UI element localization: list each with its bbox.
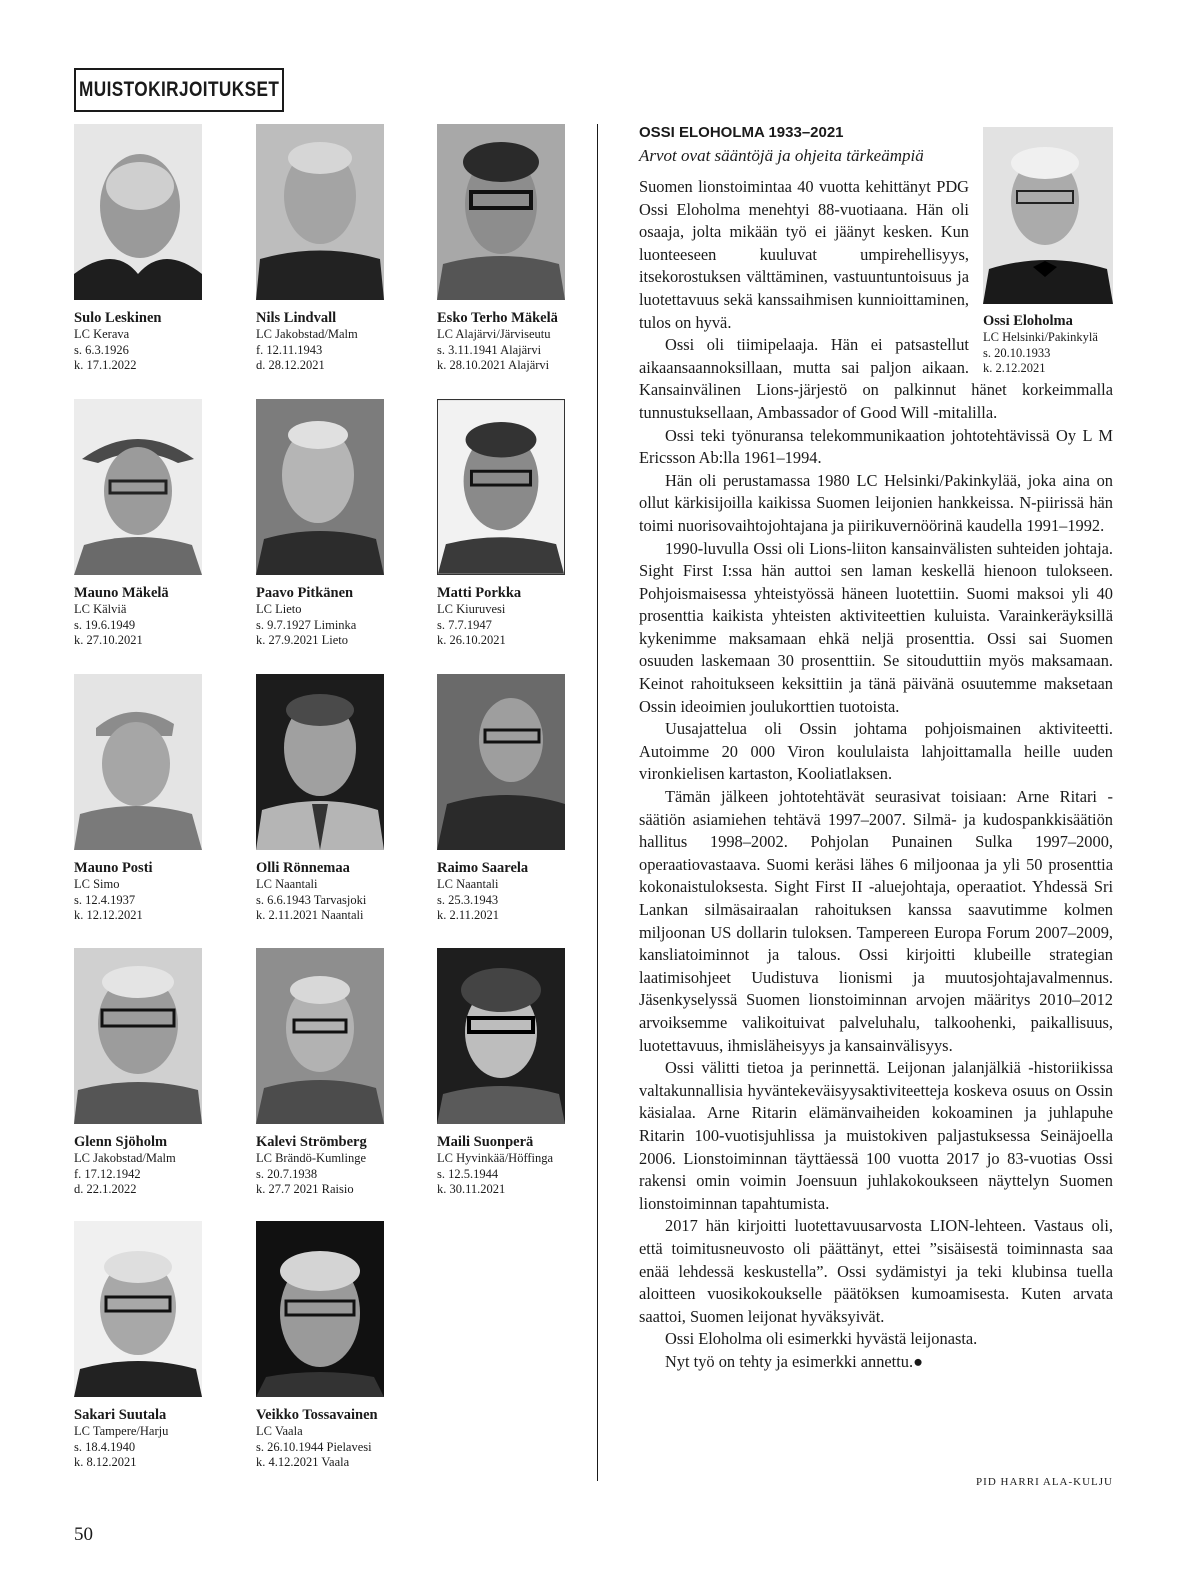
caption-club: LC Helsinki/Pakinkylä <box>983 330 1098 344</box>
person-name: Sakari Suutala <box>74 1407 167 1423</box>
person-born: f. 17.12.1942 <box>74 1166 141 1181</box>
person-born: s. 6.6.1943 Tarvasjoki <box>256 892 367 907</box>
article-paragraph: Tämän jälkeen johtotehtävät seurasivat toisiaan: Arne Ritari -säätiön asiamiehen tehtävä 1997–2007. Silmä- ja kudospankkisäätiön hallitus 1998–2002. Pohjolan Punainen Sulka 1997–2000, operaatiovastaava. Suomi keräsi lähes 6 miljoonaa ja yli 50 prosenttia kokonaistuloksesta. Sight First II -aluejohtaja, operaatiot. Yhdessä Sri Lankan silmäsairaalan rahoituksen kanssa saavutimme kolmen miljoonan US dollarin tuloksen. Tampereen Europa Forum 2007–2009, kansliatoiminnot ja talous. Ossi kirjoitti klubeille strategian laatimisohjeet Uudistuva lionismi ja muutosjohtajavalmennus. Jäsenkyselyssä Suomen lionstoiminnan arvojen määritys 2010–2012 arvoiksemme valikoituivat palveluhalu, talkoohenki, paikallisuus, luotettavuus, ihmisläheisyys ja kansainvälisyys. <box>639 787 1113 1055</box>
article-paragraph: Ossi Eloholma oli esimerkki hyvästä leijonasta. <box>665 1329 978 1349</box>
person-died: k. 30.11.2021 <box>437 1182 506 1196</box>
portrait-photo <box>256 674 384 850</box>
section-label: MUISTOKIRJOITUKSET <box>74 68 284 112</box>
person-card <box>256 399 416 649</box>
person-born: s. 6.3.1926 <box>74 342 129 357</box>
person-name: Olli Rönnemaa <box>256 860 350 876</box>
person-club: LC Kälviä <box>74 602 127 616</box>
person-card <box>74 124 234 374</box>
person-died: k. 8.12.2021 <box>74 1455 137 1469</box>
article-paragraph: Hän oli perustamassa 1980 LC Helsinki/Pakinkylää, joka aina on ollut kärkisijoilla kaikissa Suomen leijonien hankkeissa. N-piirissä hän toimi nuorisovaihtojohtajana ja piirikuvernöörinä kaudella 1991–1992. <box>639 470 1113 535</box>
person-born: s. 3.11.1941 Alajärvi <box>437 342 542 357</box>
person-card <box>437 948 597 1198</box>
person-card <box>437 124 597 374</box>
portrait-photo <box>256 399 384 575</box>
person-name: Sulo Leskinen <box>74 310 162 326</box>
person-born: f. 12.11.1943 <box>256 342 323 357</box>
person-club: LC Kerava <box>74 327 130 341</box>
person-club: LC Naantali <box>437 877 499 891</box>
person-died: k. 4.12.2021 Vaala <box>256 1455 350 1469</box>
person-club: LC Simo <box>74 877 120 891</box>
person-died: k. 27.10.2021 <box>74 633 143 647</box>
caption-died: k. 2.12.2021 <box>983 361 1046 375</box>
person-name: Glenn Sjöholm <box>74 1134 168 1150</box>
person-card <box>256 948 416 1198</box>
portrait-photo <box>74 399 202 575</box>
article-paragraph: Ossi teki työnuransa telekommunikaation johtotehtävissä Oy L M Ericsson Ab:lla 1961–1994. <box>639 425 1113 468</box>
person-name: Mauno Posti <box>74 860 153 876</box>
person-club: LC Lieto <box>256 602 302 616</box>
person-card <box>74 674 234 924</box>
person-card <box>256 124 416 374</box>
person-card <box>74 399 234 649</box>
article-paragraph: Suomen lionstoimintaa 40 vuotta kehittänyt PDG Ossi Eloholma menehtyi 88-vuotiaana. Hän oli osaaja, jolta mikään työ ei jäänyt kesken. Kun luonteeseen kuuluvat umpirehellisyys, itsekorostuksen välttäminen, vastuuntuntoisuus ja luotettavuus sekä kanssaihmisen kunnioittaminen, tulos on hyvä. <box>639 177 969 332</box>
person-club: LC Hyvinkää/Höffinga <box>437 1151 554 1165</box>
person-name: Kalevi Strömberg <box>256 1134 367 1150</box>
person-name: Esko Terho Mäkelä <box>437 310 558 326</box>
person-died: k. 26.10.2021 <box>437 633 506 647</box>
article-paragraph: Ossi oli tiimipelaaja. Hän ei patsastellut aikaansaannoksillaan, mutta sai paljon aikaan. Kansainvälinen Lions-järjestö on palkinnut hänet korkeimmalla tunnustuksellaan, Ambassador of Good Will -mitalilla. <box>639 335 1113 422</box>
article-paragraph: Nyt työ on tehty ja esimerkki annettu.● <box>665 1351 923 1371</box>
person-name: Mauno Mäkelä <box>74 585 169 601</box>
article-byline: PID HARRI ALA-KULJU <box>976 1476 1113 1488</box>
person-born: s. 20.7.1938 <box>256 1166 318 1181</box>
person-name: Maili Suonperä <box>437 1134 534 1150</box>
portrait-photo <box>256 124 384 300</box>
text-wrap-spacer <box>969 334 1113 378</box>
person-name: Veikko Tossavainen <box>256 1407 378 1423</box>
person-name: Paavo Pitkänen <box>256 585 354 601</box>
person-card <box>256 674 416 924</box>
person-club: LC Tampere/Harju <box>74 1424 169 1438</box>
person-card <box>74 948 234 1198</box>
person-name: Raimo Saarela <box>437 860 529 876</box>
caption-born: s. 20.10.1933 <box>983 345 1051 360</box>
article-subtitle: Arvot ovat sääntöjä ja ohjeita tärkeämpiä <box>639 146 924 165</box>
person-born: s. 19.6.1949 <box>74 617 136 632</box>
person-club: LC Kiuruvesi <box>437 602 506 616</box>
person-club: LC Brändö-Kumlinge <box>256 1151 367 1165</box>
portrait-photo <box>74 674 202 850</box>
person-club: LC Naantali <box>256 877 318 891</box>
person-died: d. 28.12.2021 <box>256 358 325 372</box>
portrait-photo <box>437 948 565 1124</box>
portrait-photo <box>74 1221 202 1397</box>
person-died: k. 27.9.2021 Lieto <box>256 633 349 647</box>
person-died: k. 17.1.2022 <box>74 358 137 372</box>
person-born: s. 18.4.1940 <box>74 1439 136 1454</box>
article-title: OSSI ELOHOLMA 1933–2021 <box>639 124 844 141</box>
person-died: k. 28.10.2021 Alajärvi <box>437 358 550 372</box>
article-body <box>639 176 1113 1373</box>
article-paragraph: 1990-luvulla Ossi oli Lions-liiton kansainvälisten suhteiden johtaja. Sight First I:ssa hän auttoi sen laman keskellä hienoon tulokseen. Pohjoismaisessa yhteistyössä häneen luotettiin. Suomi maksoi yli 40 prosenttia kaikista yhteisten aktiviteettien kuluista. Varainkeräyksillä kykenimme maksamaan ehkä neljä prosenttia. Ossi sai Suomen osuuden laskemaan 30 prosenttiin. Se sitouduttiin myös maksamaan. Keinot rahoitukseen keksittiin ja tänä päivänä osuutemme maksetaan Ossin ideoimien joulukorttien tuotoista. <box>639 538 1113 716</box>
person-card <box>437 399 597 649</box>
person-card <box>74 1221 234 1471</box>
article-paragraph: Uusajattelua oli Ossin johtama pohjoismainen aktiviteetti. Autoimme 20 000 Viron koululaista lahjoittamalla heille uuden vironkielisen kartaston, Kooliatlaksen. <box>639 719 1113 784</box>
person-born: s. 26.10.1944 Pielavesi <box>256 1439 372 1454</box>
person-club: LC Jakobstad/Malm <box>256 327 358 341</box>
person-name: Nils Lindvall <box>256 310 337 326</box>
portrait-photo <box>437 124 565 300</box>
portrait-photo <box>256 1221 384 1397</box>
obituary-grid <box>74 124 574 1494</box>
article-paragraph: Ossi välitti tietoa ja perinnettä. Leijonan jalanjälkiä -historiikissa valtakunnallisia hyväntekeväisyysaktiviteetteja koskeva osuus on Ossin käsialaa. Arne Ritarin elämänvaiheiden kokoaminen ja juhlapuhe Ritarin 100-vuotisjuhlissa ja muistokiven paljastuksessa Seinäjoella 2006. Lionstoiminnan täyttäessä 100 vuotta 2017 jo 83-vuotias Ossi rakensi omin voimin Joensuun juhlakokoukseen näyttelyn Suomen lionstoiminnan tapahtumista. <box>639 1058 1113 1213</box>
person-died: k. 27.7 2021 Raisio <box>256 1182 354 1196</box>
column-divider <box>597 124 598 1481</box>
person-card <box>437 674 597 924</box>
person-club: LC Jakobstad/Malm <box>74 1151 176 1165</box>
person-born: s. 9.7.1927 Liminka <box>256 617 357 632</box>
person-born: s. 12.5.1944 <box>437 1166 499 1181</box>
person-born: s. 12.4.1937 <box>74 892 136 907</box>
page-number: 50 <box>74 1524 93 1545</box>
portrait-photo <box>74 948 202 1124</box>
person-born: s. 25.3.1943 <box>437 892 499 907</box>
person-name: Matti Porkka <box>437 585 522 601</box>
person-died: k. 12.12.2021 <box>74 908 143 922</box>
portrait-photo <box>437 399 565 575</box>
person-born: s. 7.7.1947 <box>437 617 492 632</box>
person-club: LC Alajärvi/Järviseutu <box>437 327 551 341</box>
portrait-photo <box>74 124 202 300</box>
person-died: k. 2.11.2021 Naantali <box>256 908 364 922</box>
person-club: LC Vaala <box>256 1424 303 1438</box>
portrait-photo <box>256 948 384 1124</box>
person-card <box>256 1221 416 1471</box>
article-paragraph: 2017 hän kirjoitti luotettavuusarvosta LION-lehteen. Vastaus oli, että toimitusneuvosto oli päättänyt, ettei ”sisäisestä toiminnasta saa enää lehdessä keskustella”. Ossi sydämistyi ja teki klubinsa tuella aloitteen vuosikokoukselle päätöksen kumoamisesta. Kuten arvata saattoi, Suomen leijonat hyväksyivät. <box>639 1216 1113 1326</box>
portrait-photo <box>437 674 565 850</box>
caption-name: Ossi Eloholma <box>983 313 1073 329</box>
person-died: d. 22.1.2022 <box>74 1182 137 1196</box>
person-died: k. 2.11.2021 <box>437 908 500 922</box>
